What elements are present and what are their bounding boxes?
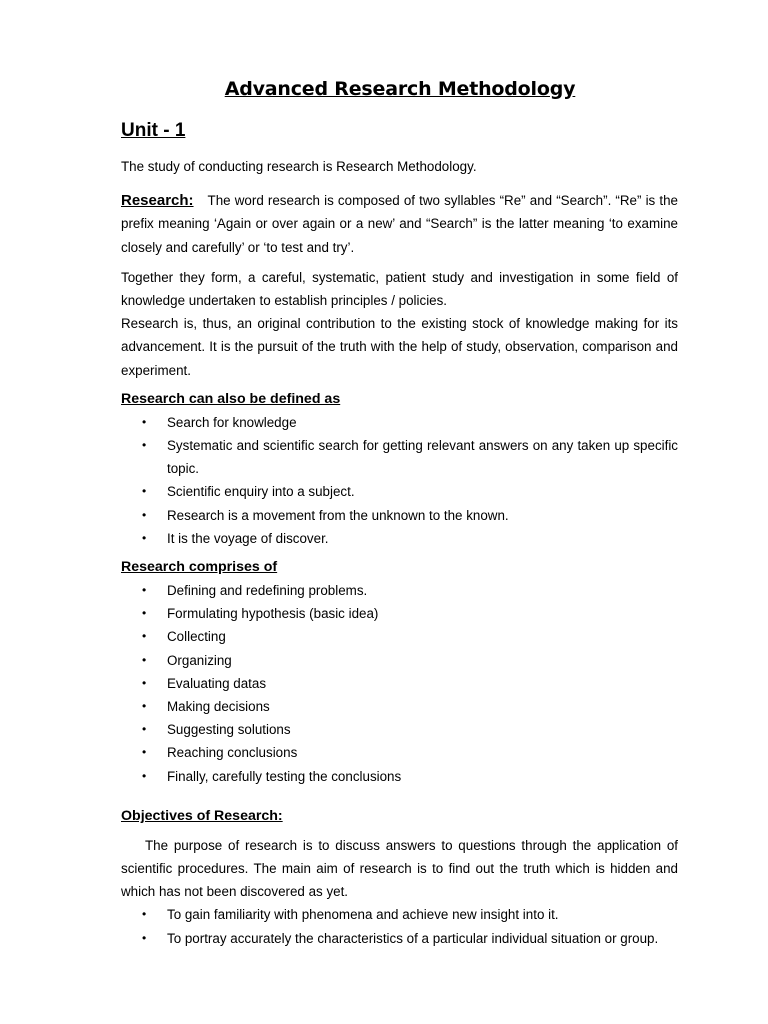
list-item — [121, 411, 678, 434]
list-item — [121, 741, 678, 764]
together-paragraph: Together they form, a careful, systematic, patient study and investigation in some field of knowledge undertaken to establish principles / policies. — [121, 269, 678, 309]
bullet-icon: • — [142, 722, 147, 737]
document-body — [121, 155, 678, 950]
bullet-icon: • — [142, 745, 147, 760]
bullet-icon: • — [142, 583, 147, 598]
list-item-text: Systematic and scientific search for getting relevant answers on any taken up specific topic. — [167, 438, 678, 477]
list-item — [121, 765, 678, 788]
bullet-icon: • — [142, 652, 147, 667]
list-item — [121, 527, 678, 550]
list-item-text: Reaching conclusions — [167, 745, 298, 761]
bullet-icon: • — [142, 768, 147, 783]
list-item — [121, 672, 678, 695]
objectives-paragraph: The purpose of research is to discuss answers to questions through the application of scientific procedures. The main aim of research is to find out the truth which is hidden and which has not been discovered as yet. — [121, 837, 678, 900]
list-item — [121, 903, 678, 926]
bullet-icon: • — [142, 438, 147, 453]
list-item-text: It is the voyage of discover. — [167, 530, 329, 546]
list-item — [121, 480, 678, 503]
list-item-text: Search for knowledge — [167, 414, 297, 430]
bullet-icon: • — [142, 930, 147, 945]
list-item-text: To gain familiarity with phenomena and achieve new insight into it. — [167, 907, 559, 923]
list-item-text: Suggesting solutions — [167, 722, 291, 738]
defined-as-heading: Research can also be defined as — [121, 390, 341, 407]
objectives-heading: Objectives of Research: — [121, 807, 283, 824]
list-item-text: Formulating hypothesis (basic idea) — [167, 606, 379, 622]
bullet-icon: • — [142, 414, 147, 429]
list-item-text: Organizing — [167, 652, 232, 668]
research-definition-paragraph — [121, 189, 678, 259]
comprises-list — [121, 579, 678, 788]
list-item — [121, 602, 678, 625]
list-item — [121, 718, 678, 741]
bullet-icon: • — [142, 699, 147, 714]
comprises-heading: Research comprises of — [121, 559, 278, 576]
list-item-text: Making decisions — [167, 699, 270, 715]
list-item-text: Scientific enquiry into a subject. — [167, 484, 355, 500]
list-item — [121, 625, 678, 648]
research-definition-text: The word research is composed of two syllables “Re” and “Search”. “Re” is the prefix meaning ‘Again or over again or a new’ and “Search” is the latter meaning ‘to examine closely and carefully’ or ‘to test and try’. — [121, 193, 678, 255]
bullet-icon: • — [142, 484, 147, 499]
bullet-icon: • — [142, 606, 147, 621]
defined-as-list — [121, 411, 678, 550]
bullet-icon: • — [142, 629, 147, 644]
intro-paragraph: The study of conducting research is Research Methodology. — [121, 159, 477, 174]
thus-paragraph: Research is, thus, an original contribution to the existing stock of knowledge making for its advancement. It is the pursuit of the truth with the help of study, observation, comparison and experiment. — [121, 316, 678, 378]
bullet-icon: • — [142, 530, 147, 545]
unit-heading: Unit - 1 — [121, 120, 186, 141]
document-title: Advanced Research Methodology — [224, 78, 576, 100]
list-item-text: Finally, carefully testing the conclusions — [167, 768, 402, 784]
list-item-text: To portray accurately the characteristics of a particular individual situation or group. — [167, 930, 659, 946]
list-item — [121, 579, 678, 602]
bullet-icon: • — [142, 907, 147, 922]
list-item-text: Collecting — [167, 629, 226, 645]
research-label: Research: — [121, 192, 194, 210]
list-item-text: Defining and redefining problems. — [167, 583, 368, 599]
list-item — [121, 695, 678, 718]
list-item — [121, 504, 678, 527]
list-item-text: Evaluating datas — [167, 675, 267, 691]
list-item-text: Research is a movement from the unknown to the known. — [167, 507, 509, 523]
objectives-list — [121, 903, 678, 949]
bullet-icon: • — [142, 675, 147, 690]
bullet-icon: • — [142, 507, 147, 522]
list-item — [121, 434, 678, 480]
list-item — [121, 927, 678, 950]
list-item — [121, 649, 678, 672]
